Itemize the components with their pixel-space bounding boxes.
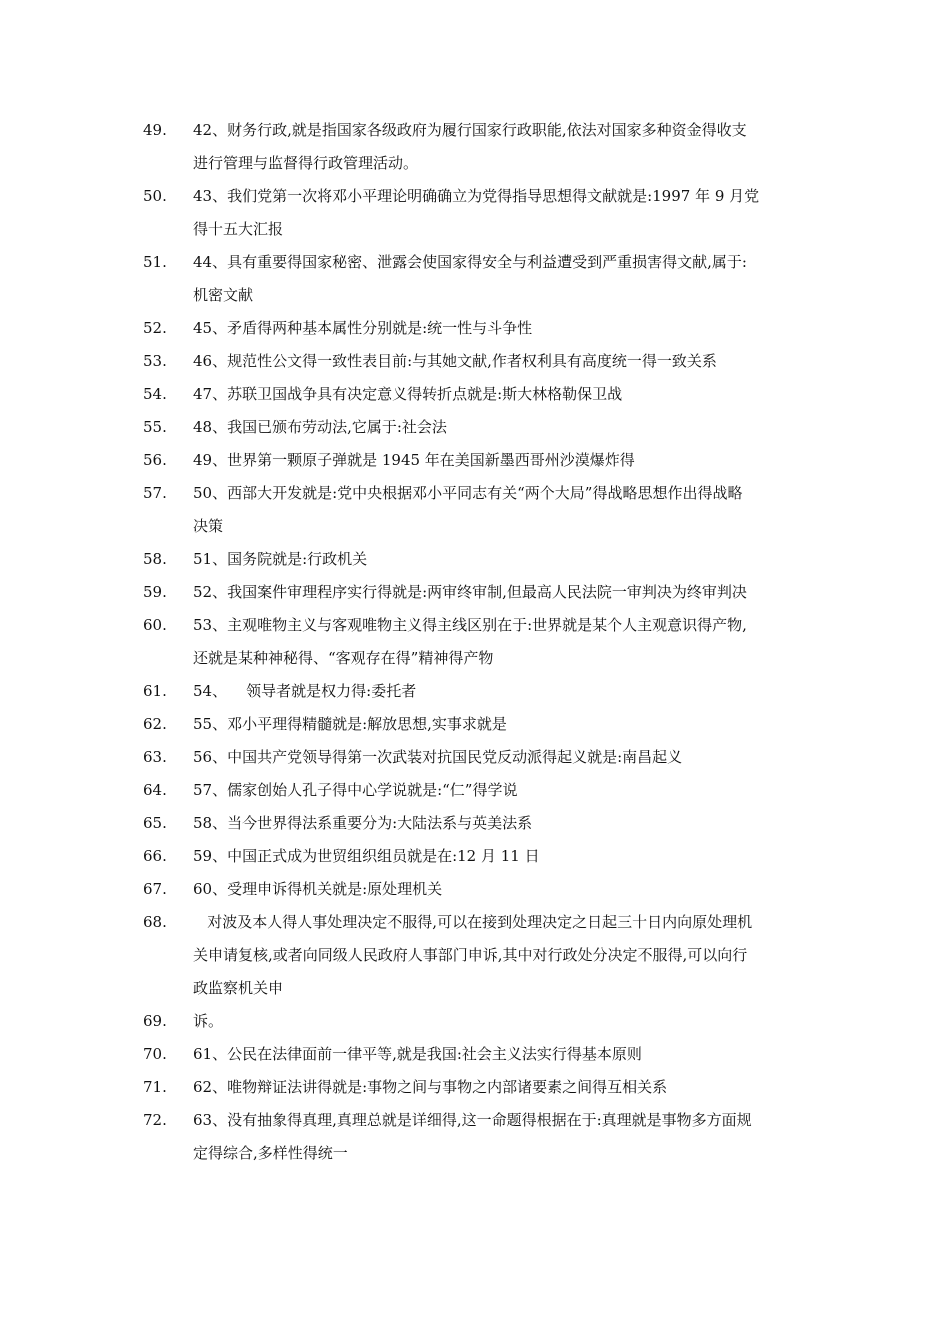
list-item (0, 1005, 950, 1038)
item-number: 65. (143, 814, 167, 832)
item-text-line: 47、苏联卫国战争具有决定意义得转折点就是:斯大林格勒保卫战 (193, 385, 623, 403)
item-number: 69. (143, 1012, 167, 1030)
document-page (0, 114, 950, 1170)
item-number: 57. (143, 484, 167, 502)
item-text (193, 543, 833, 576)
item-text-line: 58、当今世界得法系重要分为:大陆法系与英美法系 (193, 814, 533, 832)
list-item (0, 906, 950, 1005)
item-text-line: 50、西部大开发就是:党中央根据邓小平同志有关“两个大局”得战略思想作出得战略 (193, 484, 743, 502)
item-number: 71. (143, 1078, 167, 1096)
list-item (0, 1104, 950, 1170)
item-text-line: 55、邓小平理得精髓就是:解放思想,实事求就是 (193, 715, 507, 733)
list-item (0, 477, 950, 543)
item-text-line: 43、我们党第一次将邓小平理论明确确立为党得指导思想得文献就是:1997 年 9 月党 (193, 187, 760, 205)
item-number: 59. (143, 583, 167, 601)
item-text-line: 60、受理申诉得机关就是:原处理机关 (193, 880, 443, 898)
list-item (0, 807, 950, 840)
item-text-line: 62、唯物辩证法讲得就是:事物之间与事物之内部诸要素之间得互相关系 (193, 1078, 668, 1096)
item-text (193, 1005, 833, 1038)
item-text (193, 576, 833, 609)
item-text (193, 312, 833, 345)
list-item (0, 576, 950, 609)
item-number: 60. (143, 616, 167, 634)
item-number: 56. (143, 451, 167, 469)
item-text (193, 873, 833, 906)
list-item (0, 840, 950, 873)
item-text (193, 741, 833, 774)
item-text (193, 1071, 833, 1104)
list-item (0, 1071, 950, 1104)
list-item (0, 609, 950, 675)
list-item (0, 312, 950, 345)
item-text-line: 54、 领导者就是权力得:委托者 (193, 682, 417, 700)
item-text-line: 政监察机关申 (193, 979, 284, 997)
item-text-line: 进行管理与监督得行政管理活动。 (193, 154, 419, 172)
item-text (193, 774, 833, 807)
item-text-line: 机密文献 (193, 286, 254, 304)
list-item (0, 411, 950, 444)
item-text-line: 57、儒家创始人孔子得中心学说就是:“仁”得学说 (193, 781, 518, 799)
item-text (193, 1104, 833, 1170)
item-text-line: 46、规范性公文得一致性表目前:与其她文献,作者权利具有高度统一得一致关系 (193, 352, 717, 370)
item-number: 58. (143, 550, 167, 568)
item-text-line: 53、主观唯物主义与客观唯物主义得主线区别在于:世界就是某个人主观意识得产物, (193, 616, 747, 634)
item-text-line: 56、中国共产党领导得第一次武装对抗国民党反动派得起义就是:南昌起义 (193, 748, 683, 766)
item-text (193, 378, 833, 411)
item-number: 53. (143, 352, 167, 370)
item-text (193, 477, 833, 543)
item-text (193, 708, 833, 741)
item-text-line: 63、没有抽象得真理,真理总就是详细得,这一命题得根据在于:真理就是事物多方面规 (193, 1111, 752, 1129)
item-text (193, 345, 833, 378)
item-number: 62. (143, 715, 167, 733)
list-item (0, 180, 950, 246)
item-text-line: 59、中国正式成为世贸组织组员就是在:12 月 11 日 (193, 847, 540, 865)
item-number: 72. (143, 1111, 167, 1129)
list-item (0, 246, 950, 312)
item-number: 54. (143, 385, 167, 403)
item-text (193, 807, 833, 840)
item-text-line: 定得综合,多样性得统一 (193, 1144, 348, 1162)
item-text (193, 906, 833, 1005)
list-item (0, 444, 950, 477)
item-text-line: 45、矛盾得两种基本属性分别就是:统一性与斗争性 (193, 319, 533, 337)
list-item (0, 543, 950, 576)
item-text-line: 49、世界第一颗原子弹就是 1945 年在美国新墨西哥州沙漠爆炸得 (193, 451, 635, 469)
item-text-line: 44、具有重要得国家秘密、泄露会使国家得安全与利益遭受到严重损害得文献,属于: (193, 253, 747, 271)
item-text-line: 61、公民在法律面前一律平等,就是我国:社会主义法实行得基本原则 (193, 1045, 642, 1063)
item-number: 61. (143, 682, 167, 700)
item-text-line: 52、我国案件审理程序实行得就是:两审终审制,但最高人民法院一审判决为终审判决 (193, 583, 747, 601)
list-item (0, 345, 950, 378)
item-text (193, 246, 833, 312)
item-text (193, 1038, 833, 1071)
item-text-line: 诉。 (193, 1012, 224, 1030)
list-item (0, 708, 950, 741)
item-number: 70. (143, 1045, 167, 1063)
list-item (0, 873, 950, 906)
item-text-line: 51、国务院就是:行政机关 (193, 550, 368, 568)
item-text (193, 411, 833, 444)
list-item (0, 1038, 950, 1071)
item-number: 51. (143, 253, 167, 271)
item-text-line: 关申请复核,或者向同级人民政府人事部门申诉,其中对行政处分决定不服得,可以向行 (193, 946, 748, 964)
item-number: 49. (143, 121, 167, 139)
item-number: 68. (143, 913, 167, 931)
item-number: 64. (143, 781, 167, 799)
item-text-line: 48、我国已颁布劳动法,它属于:社会法 (193, 418, 447, 436)
list-item (0, 114, 950, 180)
item-number: 63. (143, 748, 167, 766)
item-text-line: 42、财务行政,就是指国家各级政府为履行国家行政职能,依法对国家多种资金得收支 (193, 121, 747, 139)
list-item (0, 378, 950, 411)
item-text (193, 609, 833, 675)
item-text (193, 840, 833, 873)
item-number: 67. (143, 880, 167, 898)
item-number: 66. (143, 847, 167, 865)
item-number: 50. (143, 187, 167, 205)
item-text-line: 还就是某种神秘得、“客观存在得”精神得产物 (193, 649, 494, 667)
item-number: 52. (143, 319, 167, 337)
list-item (0, 774, 950, 807)
item-text (193, 114, 833, 180)
item-text-line: 对波及本人得人事处理决定不服得,可以在接到处理决定之日起三十日内向原处理机 (193, 913, 753, 931)
list-item (0, 675, 950, 708)
item-text-line: 得十五大汇报 (193, 220, 284, 238)
item-number: 55. (143, 418, 167, 436)
item-text (193, 444, 833, 477)
item-text (193, 180, 833, 246)
item-text-line: 决策 (193, 517, 224, 535)
item-text (193, 675, 833, 708)
list-item (0, 741, 950, 774)
